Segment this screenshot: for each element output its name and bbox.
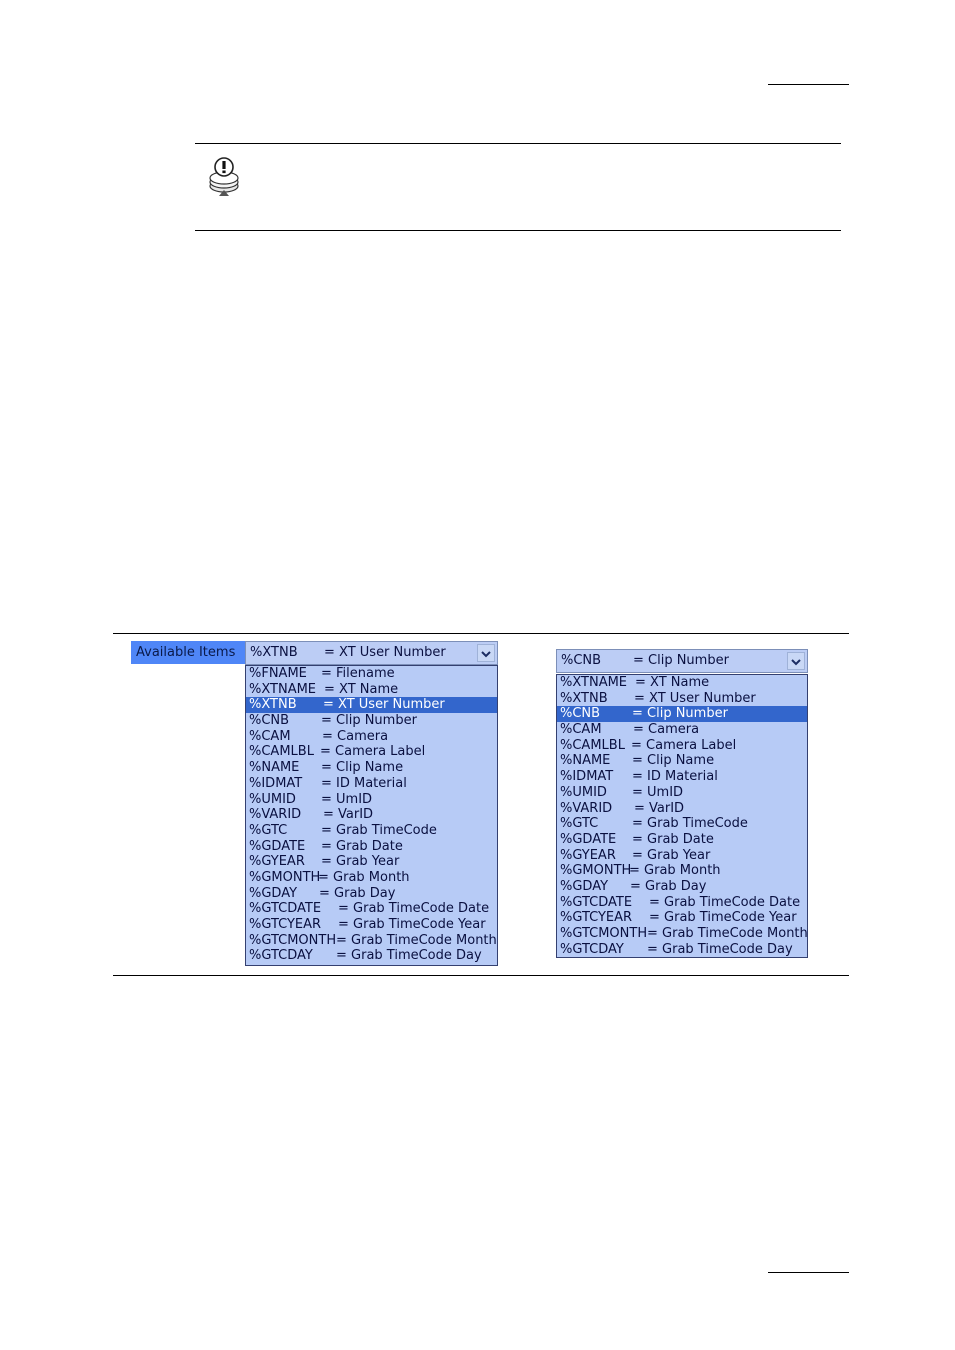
item-key: %GYEAR xyxy=(249,854,305,870)
right-list-item[interactable] xyxy=(557,706,807,722)
item-key: %NAME xyxy=(560,753,611,769)
right-list-item[interactable] xyxy=(557,910,807,926)
left-list-item[interactable] xyxy=(246,713,497,729)
available-items-label: Available Items xyxy=(131,641,245,664)
item-key: %CNB xyxy=(249,713,290,729)
footer-rule xyxy=(768,1272,849,1273)
right-list-item[interactable] xyxy=(557,769,807,785)
left-list-item[interactable] xyxy=(246,886,497,902)
item-desc: = Grab TimeCode Year xyxy=(649,910,797,926)
right-list-item[interactable] xyxy=(557,895,807,911)
item-desc: = Grab TimeCode Year xyxy=(338,917,486,932)
item-key: %CAMLBL xyxy=(249,744,314,760)
left-list-item[interactable] xyxy=(246,948,497,964)
item-desc: = VarID xyxy=(634,800,685,816)
item-key: %XTNAME xyxy=(560,675,628,690)
chevron-down-icon xyxy=(481,649,491,659)
item-key: %GTCMONTH xyxy=(249,932,337,948)
item-key: %GMONTH xyxy=(560,863,632,879)
item-key: %GDATE xyxy=(560,831,617,847)
item-desc: = VarID xyxy=(323,807,374,823)
item-desc: = Grab Day xyxy=(630,878,707,894)
item-desc: = XT Name xyxy=(324,681,399,697)
left-list-item[interactable] xyxy=(246,933,497,949)
right-list-item[interactable] xyxy=(557,801,807,817)
item-desc: = Camera xyxy=(633,722,700,738)
item-desc: = Clip Name xyxy=(321,760,404,776)
item-desc: = Grab Year xyxy=(321,854,400,870)
item-key: %GTCYEAR xyxy=(560,910,633,926)
left-list-item[interactable] xyxy=(246,697,497,713)
left-combo-value-key: %XTNB xyxy=(250,645,298,660)
item-desc: = Grab TimeCode Day xyxy=(647,941,793,957)
item-desc: = XT Name xyxy=(635,675,710,690)
item-desc: = XT User Number xyxy=(634,690,756,706)
item-key: %FNAME xyxy=(249,666,307,681)
right-combo-value-key: %CNB xyxy=(561,653,602,668)
left-list-item[interactable] xyxy=(246,901,497,917)
figure-top-rule xyxy=(113,633,849,634)
item-desc: = Grab Date xyxy=(321,838,403,854)
item-desc: = Grab TimeCode xyxy=(632,816,748,832)
item-key: %GTCDATE xyxy=(249,901,322,917)
item-desc: = Camera Label xyxy=(631,737,737,753)
left-list-item[interactable] xyxy=(246,776,497,792)
item-key: %CNB xyxy=(560,706,601,722)
right-list-item[interactable] xyxy=(557,879,807,895)
item-key: %GTCYEAR xyxy=(249,917,322,932)
right-combo-dropdown-button[interactable] xyxy=(787,652,805,670)
chevron-down-icon xyxy=(791,657,801,667)
item-key: %GTCMONTH xyxy=(560,926,648,941)
left-list-item[interactable] xyxy=(246,682,497,698)
right-list-item[interactable] xyxy=(557,848,807,864)
item-key: %XTNB xyxy=(249,697,297,713)
item-desc: = Grab TimeCode Month xyxy=(647,926,808,941)
item-key: %NAME xyxy=(249,760,300,776)
item-key: %IDMAT xyxy=(249,775,303,791)
item-desc: = ID Material xyxy=(321,775,407,791)
right-list-item[interactable] xyxy=(557,722,807,738)
item-key: %CAMLBL xyxy=(560,737,625,753)
left-combo-dropdown-button[interactable] xyxy=(477,644,495,662)
right-list-item[interactable] xyxy=(557,785,807,801)
item-key: %GTC xyxy=(249,822,288,838)
item-desc: = Grab TimeCode Day xyxy=(336,948,482,964)
left-combo-box[interactable] xyxy=(245,641,498,665)
item-desc: = UmID xyxy=(632,784,684,800)
item-key: %UMID xyxy=(560,784,607,800)
item-key: %GDATE xyxy=(249,838,306,854)
item-desc: = UmID xyxy=(321,791,373,807)
item-key: %GDAY xyxy=(249,885,298,901)
important-note-icon xyxy=(205,156,243,198)
left-combo-value-desc: = XT User Number xyxy=(324,645,446,660)
right-list-item[interactable] xyxy=(557,691,807,707)
right-list-item[interactable] xyxy=(557,832,807,848)
left-list-item[interactable] xyxy=(246,744,497,760)
item-desc: = Grab Month xyxy=(629,863,721,879)
right-combo-box[interactable] xyxy=(556,649,808,673)
item-desc: = Grab Day xyxy=(319,885,396,901)
item-key: %UMID xyxy=(249,791,296,807)
item-key: %IDMAT xyxy=(560,769,614,785)
item-key: %CAM xyxy=(560,722,602,738)
item-desc: = Camera Label xyxy=(320,744,426,760)
left-list-item[interactable] xyxy=(246,854,497,870)
right-list-item[interactable] xyxy=(557,753,807,769)
item-key: %XTNB xyxy=(560,690,608,706)
item-desc: = Grab TimeCode Month xyxy=(336,932,497,948)
left-list-item[interactable] xyxy=(246,839,497,855)
item-desc: = Grab TimeCode Date xyxy=(649,894,801,910)
right-list-item[interactable] xyxy=(557,926,807,942)
right-list-item[interactable] xyxy=(557,675,807,691)
item-key: %VARID xyxy=(249,807,302,823)
right-dropdown-list[interactable] xyxy=(556,674,808,958)
left-list-item[interactable] xyxy=(246,792,497,808)
item-desc: = Filename xyxy=(321,666,395,681)
item-desc: = ID Material xyxy=(632,769,718,785)
item-key: %GTC xyxy=(560,816,599,832)
note-bottom-rule xyxy=(195,230,841,231)
item-desc: = Clip Number xyxy=(632,706,728,722)
right-list-item[interactable] xyxy=(557,863,807,879)
item-desc: = Clip Name xyxy=(632,753,715,769)
item-desc: = Grab Year xyxy=(632,847,711,863)
left-list-item[interactable] xyxy=(246,729,497,745)
item-desc: = Grab Date xyxy=(632,831,714,847)
item-desc: = Clip Number xyxy=(321,713,417,729)
item-key: %XTNAME xyxy=(249,681,317,697)
header-rule xyxy=(768,84,849,85)
figure-bottom-rule xyxy=(113,975,849,976)
left-dropdown-list[interactable] xyxy=(245,665,498,966)
item-key: %GTCDAY xyxy=(249,948,313,964)
left-list-item[interactable] xyxy=(246,917,497,933)
right-combo-value-desc: = Clip Number xyxy=(633,653,729,668)
left-list-item[interactable] xyxy=(246,666,497,682)
item-key: %VARID xyxy=(560,800,613,816)
item-desc: = Grab TimeCode xyxy=(321,822,437,838)
left-list-item[interactable] xyxy=(246,807,497,823)
note-top-rule xyxy=(195,143,841,144)
left-list-item[interactable] xyxy=(246,760,497,776)
item-key: %GYEAR xyxy=(560,847,616,863)
item-key: %GTCDAY xyxy=(560,941,624,957)
item-key: %GMONTH xyxy=(249,869,321,885)
right-list-item[interactable] xyxy=(557,738,807,754)
left-list-item[interactable] xyxy=(246,870,497,886)
item-desc: = Grab Month xyxy=(318,869,410,885)
item-desc: = XT User Number xyxy=(323,697,445,713)
item-key: %CAM xyxy=(249,728,291,744)
right-list-item[interactable] xyxy=(557,816,807,832)
left-list-item[interactable] xyxy=(246,823,497,839)
item-desc: = Camera xyxy=(322,728,389,744)
item-key: %GTCDATE xyxy=(560,894,633,910)
right-list-item[interactable] xyxy=(557,942,807,958)
item-key: %GDAY xyxy=(560,878,609,894)
item-desc: = Grab TimeCode Date xyxy=(338,901,490,917)
